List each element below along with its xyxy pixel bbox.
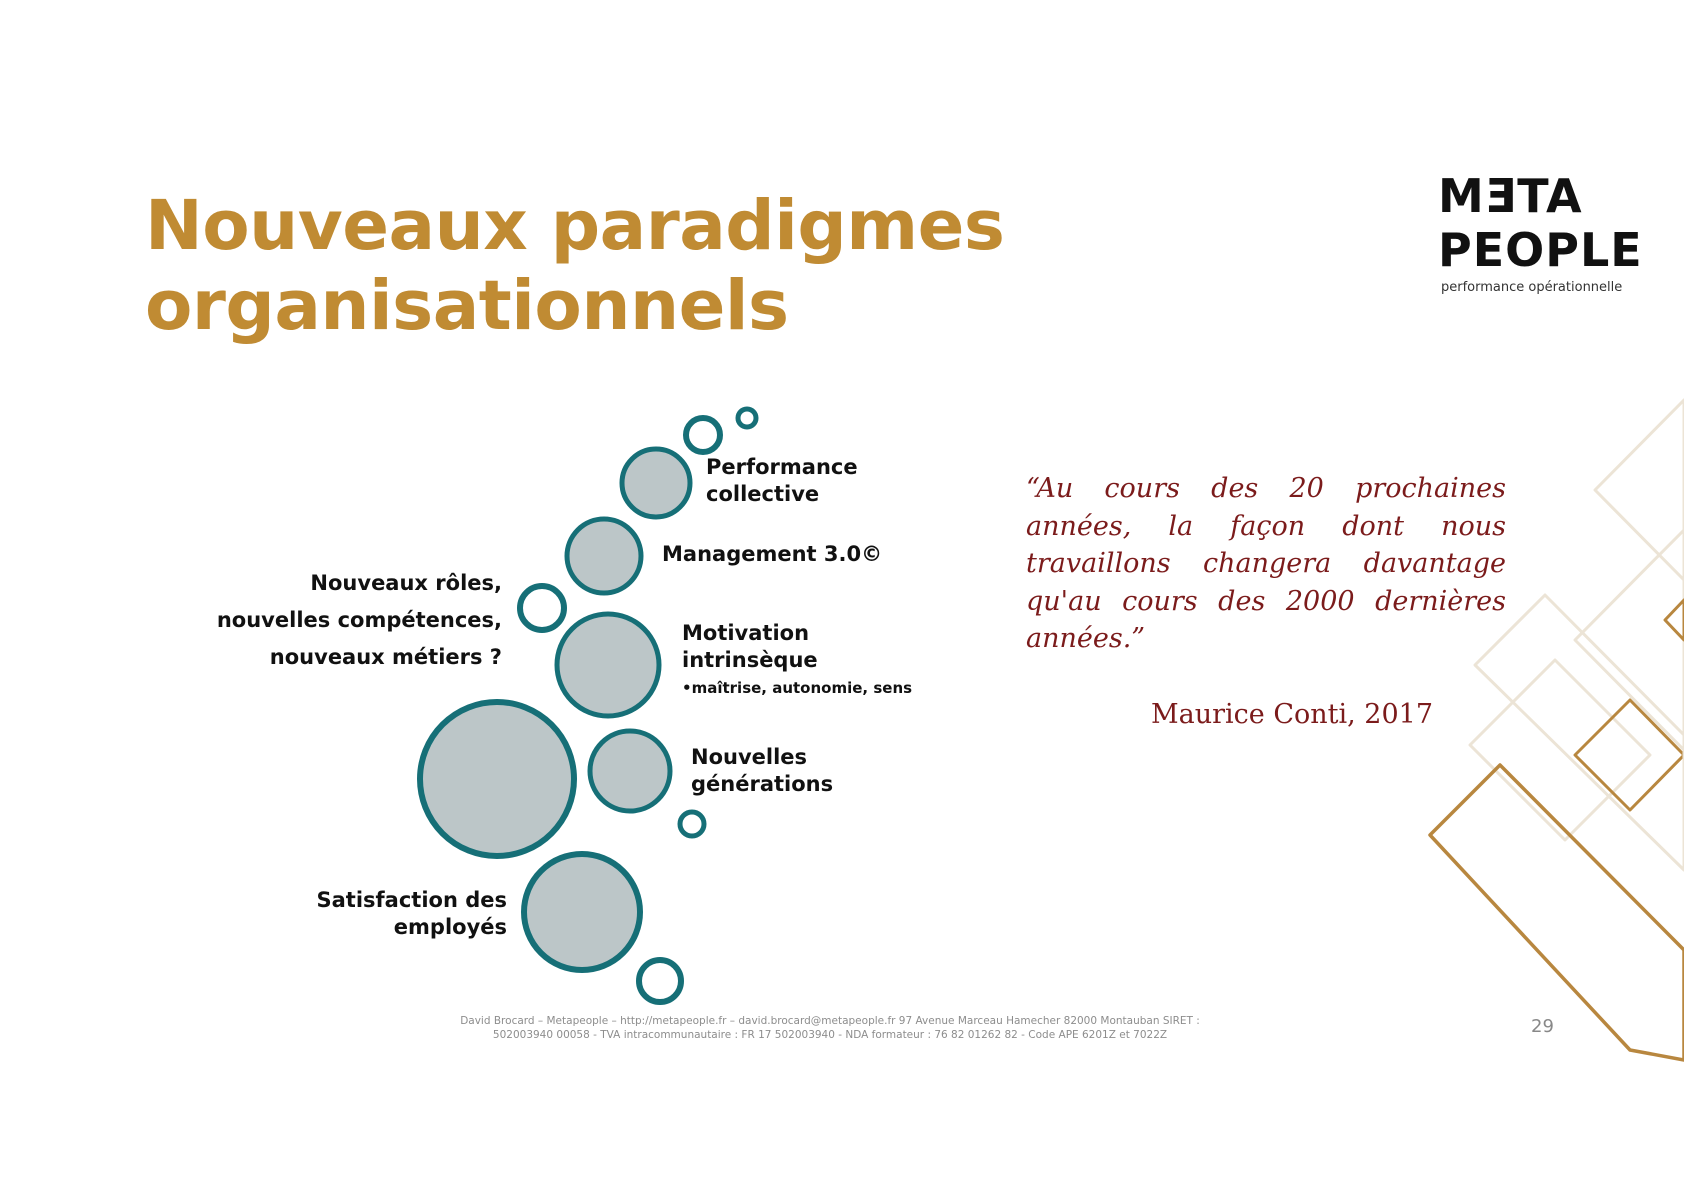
label-management: Management 3.0©: [662, 542, 883, 566]
bubble-performance: [622, 449, 690, 517]
label-line: nouveaux métiers ?: [269, 645, 502, 669]
title-line-1: Nouveaux paradigmes: [145, 186, 1005, 266]
logo-word-meta: MƎTA: [1438, 169, 1583, 223]
page-number: 29: [1531, 1016, 1554, 1037]
label-line: générations: [691, 772, 834, 796]
logo-word-people: PEOPLE: [1438, 223, 1643, 277]
bubble-small-ring: [680, 812, 704, 836]
bubble-small-ring: [738, 409, 756, 427]
quote-text: “Au cours des 20 prochaines années, la façon dont nous travaillons changera davantage qu'au cours des 2000 dernières années.”: [1026, 473, 1506, 654]
bubble-motivation: [557, 614, 659, 716]
footer-line-1: David Brocard – Metapeople – http://metapeople.fr – david.brocard@metapeople.fr 97 Avenue Marceau Hamecher 82000 Montauban SIRET :: [460, 1015, 1200, 1027]
label-line: intrinsèque: [682, 648, 818, 672]
label-line: Performance: [706, 455, 858, 479]
label-generations: [691, 744, 833, 798]
label-line: nouvelles compétences,: [216, 608, 502, 632]
label-motivation-sub: •maîtrise, autonomie, sens: [682, 679, 913, 697]
bubble-satisfaction: [524, 854, 640, 970]
bubble-management: [567, 519, 641, 593]
title-line-2: organisationnels: [145, 266, 789, 346]
label-line: collective: [706, 482, 820, 506]
footer-line-2: 502003940 00058 - TVA intracommunautaire : FR 17 502003940 - NDA formateur : 76 82 01262 82 - Code APE 6201Z et 7022Z: [492, 1029, 1168, 1041]
label-line: Satisfaction des: [316, 888, 507, 912]
bubble-small-ring: [520, 586, 564, 630]
label-line: Nouveaux rôles,: [310, 571, 502, 595]
bubble-generations: [590, 731, 670, 811]
label-motivation: [682, 620, 818, 674]
bubble-large: [420, 702, 574, 856]
bubble-small-ring: [686, 418, 720, 452]
label-nouveaux-roles: [150, 565, 502, 676]
footer: [420, 1014, 1240, 1042]
label-line: Nouvelles: [691, 745, 808, 769]
label-line: Motivation: [682, 621, 810, 645]
label-line: employés: [393, 915, 507, 939]
label-performance-collective: [706, 454, 858, 508]
bubble-small-ring: [639, 960, 681, 1002]
logo-tagline: performance opérationnelle: [1441, 280, 1623, 295]
quote-author: Maurice Conti, 2017: [1151, 699, 1434, 730]
label-satisfaction: [230, 887, 507, 941]
